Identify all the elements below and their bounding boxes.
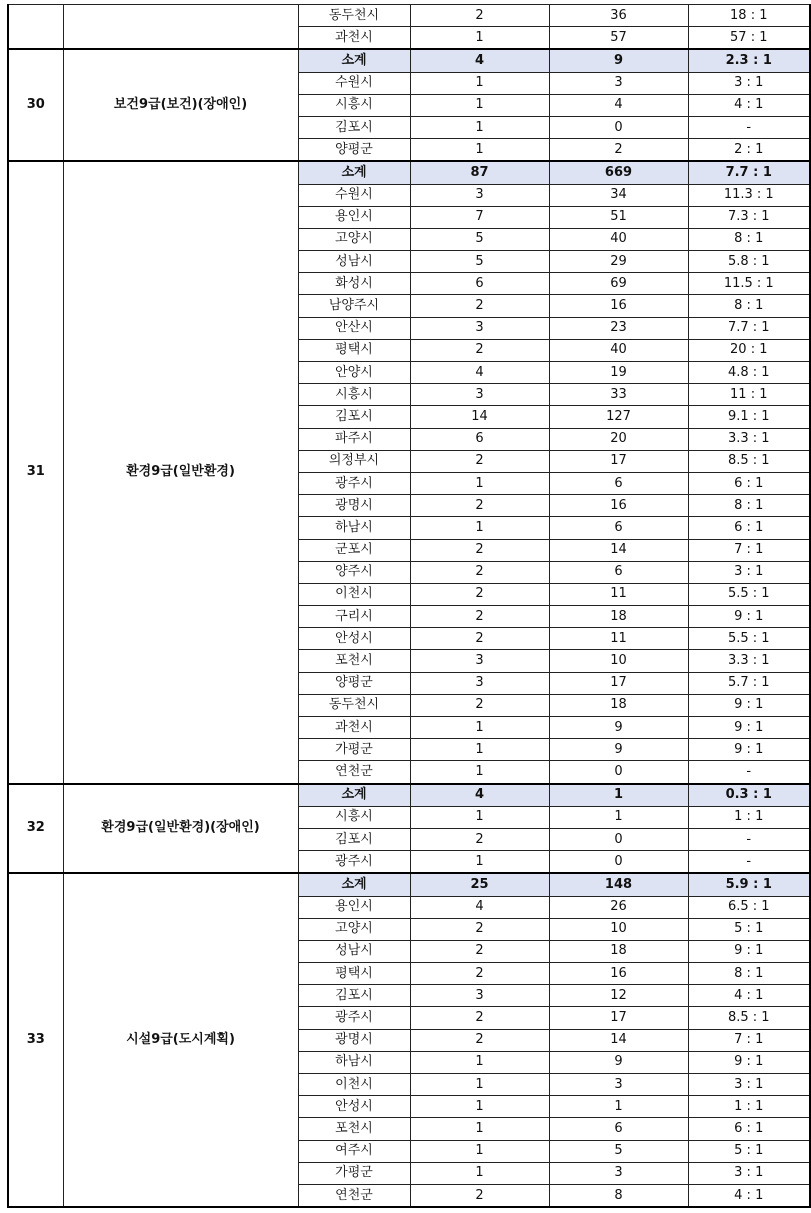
- region-cell: 안성시: [298, 1096, 410, 1118]
- positions-cell: 1: [410, 116, 549, 138]
- applicants-cell: 2: [549, 139, 688, 162]
- positions-cell: 2: [410, 963, 549, 985]
- ratio-cell: 7.7 : 1: [688, 317, 810, 339]
- region-cell: 김포시: [298, 116, 410, 138]
- region-cell: 성남시: [298, 940, 410, 962]
- region-cell: 시흥시: [298, 94, 410, 116]
- ratio-cell: 2 : 1: [688, 139, 810, 162]
- positions-cell: 4: [410, 784, 549, 807]
- applicants-cell: 12: [549, 985, 688, 1007]
- region-cell: 소계: [298, 49, 410, 72]
- positions-cell: 5: [410, 251, 549, 273]
- applicants-cell: 18: [549, 940, 688, 962]
- ratio-cell: 9 : 1: [688, 940, 810, 962]
- applicants-cell: 20: [549, 428, 688, 450]
- region-cell: 고양시: [298, 228, 410, 250]
- ratio-cell: 7 : 1: [688, 1029, 810, 1051]
- applicants-cell: 18: [549, 606, 688, 628]
- ratio-cell: 0.3 : 1: [688, 784, 810, 807]
- region-cell: 이천시: [298, 583, 410, 605]
- ratio-cell: 5.9 : 1: [688, 873, 810, 896]
- applicants-cell: 19: [549, 362, 688, 384]
- region-cell: 용인시: [298, 896, 410, 918]
- applicants-cell: 23: [549, 317, 688, 339]
- region-cell: 안산시: [298, 317, 410, 339]
- positions-cell: 2: [410, 940, 549, 962]
- positions-cell: 2: [410, 1184, 549, 1207]
- ratio-cell: 3.3 : 1: [688, 650, 810, 672]
- applicants-cell: 6: [549, 561, 688, 583]
- region-cell: 하남시: [298, 517, 410, 539]
- positions-cell: 1: [410, 72, 549, 94]
- positions-cell: 4: [410, 896, 549, 918]
- positions-cell: 6: [410, 428, 549, 450]
- ratio-cell: 57 : 1: [688, 27, 810, 50]
- table-row: [8, 5, 810, 27]
- region-cell: 가평군: [298, 1162, 410, 1184]
- region-cell: 과천시: [298, 717, 410, 739]
- ratio-cell: 5 : 1: [688, 918, 810, 940]
- region-cell: 김포시: [298, 828, 410, 850]
- applicants-cell: 18: [549, 694, 688, 716]
- ratio-cell: 11 : 1: [688, 384, 810, 406]
- positions-cell: 2: [410, 295, 549, 317]
- ratio-cell: 2.3 : 1: [688, 49, 810, 72]
- ratio-cell: 5 : 1: [688, 1140, 810, 1162]
- applicants-cell: 57: [549, 27, 688, 50]
- applicants-cell: 11: [549, 628, 688, 650]
- ratio-cell: 9 : 1: [688, 606, 810, 628]
- ratio-cell: 8 : 1: [688, 963, 810, 985]
- region-cell: 연천군: [298, 1184, 410, 1207]
- applicants-cell: 16: [549, 963, 688, 985]
- positions-cell: 6: [410, 273, 549, 295]
- region-cell: 고양시: [298, 918, 410, 940]
- applicants-cell: 8: [549, 1184, 688, 1207]
- ratio-cell: 6 : 1: [688, 517, 810, 539]
- positions-cell: 1: [410, 761, 549, 784]
- ratio-cell: 5.8 : 1: [688, 251, 810, 273]
- ratio-cell: -: [688, 761, 810, 784]
- applicants-cell: 40: [549, 228, 688, 250]
- positions-cell: 1: [410, 139, 549, 162]
- ratio-cell: 7 : 1: [688, 539, 810, 561]
- ratio-cell: 5.7 : 1: [688, 672, 810, 694]
- ratio-cell: 6 : 1: [688, 472, 810, 494]
- ratio-cell: -: [688, 116, 810, 138]
- region-cell: 광명시: [298, 495, 410, 517]
- positions-cell: 1: [410, 94, 549, 116]
- region-cell: 여주시: [298, 1140, 410, 1162]
- applicants-cell: 17: [549, 672, 688, 694]
- ratio-cell: 4 : 1: [688, 985, 810, 1007]
- positions-cell: 5: [410, 228, 549, 250]
- applicants-cell: 14: [549, 1029, 688, 1051]
- region-cell: 양평군: [298, 672, 410, 694]
- positions-cell: 1: [410, 1162, 549, 1184]
- region-cell: 광주시: [298, 472, 410, 494]
- ratio-cell: 9 : 1: [688, 1051, 810, 1073]
- subtotal-row: [8, 873, 810, 896]
- ratio-cell: 1 : 1: [688, 806, 810, 828]
- positions-cell: 1: [410, 1074, 549, 1096]
- positions-cell: 2: [410, 339, 549, 361]
- applicants-cell: 9: [549, 49, 688, 72]
- region-cell: 평택시: [298, 339, 410, 361]
- positions-cell: 1: [410, 1096, 549, 1118]
- applicants-cell: 10: [549, 918, 688, 940]
- applicants-cell: 9: [549, 739, 688, 761]
- region-cell: 파주시: [298, 428, 410, 450]
- region-cell: 의정부시: [298, 450, 410, 472]
- region-cell: 하남시: [298, 1051, 410, 1073]
- region-cell: 용인시: [298, 206, 410, 228]
- region-cell: 구리시: [298, 606, 410, 628]
- region-cell: 남양주시: [298, 295, 410, 317]
- ratio-cell: 4.8 : 1: [688, 362, 810, 384]
- exam-category: 시설9급(도시계획): [63, 873, 298, 1207]
- region-cell: 안양시: [298, 362, 410, 384]
- applicants-cell: 16: [549, 495, 688, 517]
- applicants-cell: 10: [549, 650, 688, 672]
- region-cell: 소계: [298, 784, 410, 807]
- ratio-cell: 8 : 1: [688, 495, 810, 517]
- ratio-cell: 18 : 1: [688, 5, 810, 27]
- ratio-cell: 9 : 1: [688, 739, 810, 761]
- ratio-cell: 3 : 1: [688, 72, 810, 94]
- applicants-cell: 6: [549, 472, 688, 494]
- positions-cell: 14: [410, 406, 549, 428]
- applicants-cell: 1: [549, 1096, 688, 1118]
- region-cell: 광주시: [298, 851, 410, 874]
- positions-cell: 2: [410, 561, 549, 583]
- subtotal-row: [8, 161, 810, 184]
- positions-cell: 4: [410, 362, 549, 384]
- region-cell: 동두천시: [298, 694, 410, 716]
- ratio-cell: 3.3 : 1: [688, 428, 810, 450]
- positions-cell: 3: [410, 985, 549, 1007]
- applicants-cell: 69: [549, 273, 688, 295]
- ratio-cell: 6.5 : 1: [688, 896, 810, 918]
- competition-ratio-table: [7, 4, 811, 1208]
- region-cell: 수원시: [298, 72, 410, 94]
- positions-cell: 1: [410, 739, 549, 761]
- applicants-cell: 669: [549, 161, 688, 184]
- applicants-cell: 6: [549, 1118, 688, 1140]
- applicants-cell: 9: [549, 717, 688, 739]
- positions-cell: 87: [410, 161, 549, 184]
- region-cell: 가평군: [298, 739, 410, 761]
- ratio-cell: 9.1 : 1: [688, 406, 810, 428]
- exam-category: 환경9급(일반환경)(장애인): [63, 784, 298, 874]
- exam-category: [63, 5, 298, 50]
- region-cell: 김포시: [298, 406, 410, 428]
- region-cell: 평택시: [298, 963, 410, 985]
- ratio-cell: 8.5 : 1: [688, 450, 810, 472]
- ratio-cell: 4 : 1: [688, 94, 810, 116]
- positions-cell: 3: [410, 384, 549, 406]
- positions-cell: 25: [410, 873, 549, 896]
- applicants-cell: 34: [549, 184, 688, 206]
- region-cell: 과천시: [298, 27, 410, 50]
- ratio-cell: 5.5 : 1: [688, 583, 810, 605]
- applicants-cell: 148: [549, 873, 688, 896]
- applicants-cell: 127: [549, 406, 688, 428]
- region-cell: 소계: [298, 161, 410, 184]
- positions-cell: 1: [410, 1118, 549, 1140]
- subtotal-row: [8, 49, 810, 72]
- ratio-cell: 7.7 : 1: [688, 161, 810, 184]
- positions-cell: 2: [410, 918, 549, 940]
- ratio-cell: 8 : 1: [688, 228, 810, 250]
- applicants-cell: 17: [549, 1007, 688, 1029]
- table-body: [8, 5, 810, 1208]
- ratio-cell: 6 : 1: [688, 1118, 810, 1140]
- positions-cell: 1: [410, 517, 549, 539]
- region-cell: 포천시: [298, 1118, 410, 1140]
- region-cell: 안성시: [298, 628, 410, 650]
- positions-cell: 3: [410, 650, 549, 672]
- ratio-cell: 11.5 : 1: [688, 273, 810, 295]
- applicants-cell: 3: [549, 72, 688, 94]
- applicants-cell: 4: [549, 94, 688, 116]
- applicants-cell: 33: [549, 384, 688, 406]
- applicants-cell: 0: [549, 851, 688, 874]
- ratio-cell: 1 : 1: [688, 1096, 810, 1118]
- applicants-cell: 29: [549, 251, 688, 273]
- positions-cell: 1: [410, 851, 549, 874]
- positions-cell: 2: [410, 1007, 549, 1029]
- region-cell: 이천시: [298, 1074, 410, 1096]
- positions-cell: 3: [410, 317, 549, 339]
- applicants-cell: 5: [549, 1140, 688, 1162]
- positions-cell: 2: [410, 583, 549, 605]
- exam-category: 보건9급(보건)(장애인): [63, 49, 298, 161]
- applicants-cell: 36: [549, 5, 688, 27]
- ratio-cell: 3 : 1: [688, 1074, 810, 1096]
- region-cell: 양평군: [298, 139, 410, 162]
- exam-number: 30: [8, 49, 63, 161]
- applicants-cell: 1: [549, 784, 688, 807]
- ratio-cell: 8.5 : 1: [688, 1007, 810, 1029]
- region-cell: 소계: [298, 873, 410, 896]
- positions-cell: 2: [410, 828, 549, 850]
- applicants-cell: 51: [549, 206, 688, 228]
- region-cell: 광명시: [298, 1029, 410, 1051]
- positions-cell: 3: [410, 672, 549, 694]
- region-cell: 포천시: [298, 650, 410, 672]
- region-cell: 성남시: [298, 251, 410, 273]
- exam-number: 33: [8, 873, 63, 1207]
- applicants-cell: 26: [549, 896, 688, 918]
- positions-cell: 1: [410, 717, 549, 739]
- region-cell: 시흥시: [298, 384, 410, 406]
- positions-cell: 2: [410, 450, 549, 472]
- region-cell: 광주시: [298, 1007, 410, 1029]
- positions-cell: 4: [410, 49, 549, 72]
- applicants-cell: 11: [549, 583, 688, 605]
- applicants-cell: 3: [549, 1162, 688, 1184]
- ratio-cell: 5.5 : 1: [688, 628, 810, 650]
- applicants-cell: 9: [549, 1051, 688, 1073]
- ratio-cell: 3 : 1: [688, 561, 810, 583]
- positions-cell: 2: [410, 606, 549, 628]
- region-cell: 양주시: [298, 561, 410, 583]
- exam-number: [8, 5, 63, 50]
- ratio-cell: -: [688, 828, 810, 850]
- ratio-cell: 7.3 : 1: [688, 206, 810, 228]
- applicants-cell: 16: [549, 295, 688, 317]
- positions-cell: 1: [410, 1140, 549, 1162]
- ratio-cell: -: [688, 851, 810, 874]
- exam-number: 31: [8, 161, 63, 783]
- positions-cell: 1: [410, 27, 549, 50]
- exam-category: 환경9급(일반환경): [63, 161, 298, 783]
- ratio-cell: 8 : 1: [688, 295, 810, 317]
- positions-cell: 2: [410, 694, 549, 716]
- region-cell: 군포시: [298, 539, 410, 561]
- positions-cell: 2: [410, 1029, 549, 1051]
- region-cell: 수원시: [298, 184, 410, 206]
- ratio-cell: 11.3 : 1: [688, 184, 810, 206]
- positions-cell: 1: [410, 472, 549, 494]
- positions-cell: 7: [410, 206, 549, 228]
- positions-cell: 3: [410, 184, 549, 206]
- ratio-cell: 3 : 1: [688, 1162, 810, 1184]
- applicants-cell: 6: [549, 517, 688, 539]
- applicants-cell: 0: [549, 828, 688, 850]
- subtotal-row: [8, 784, 810, 807]
- region-cell: 동두천시: [298, 5, 410, 27]
- applicants-cell: 17: [549, 450, 688, 472]
- applicants-cell: 0: [549, 116, 688, 138]
- positions-cell: 1: [410, 806, 549, 828]
- ratio-cell: 9 : 1: [688, 694, 810, 716]
- applicants-cell: 3: [549, 1074, 688, 1096]
- applicants-cell: 14: [549, 539, 688, 561]
- exam-number: 32: [8, 784, 63, 874]
- positions-cell: 1: [410, 1051, 549, 1073]
- region-cell: 화성시: [298, 273, 410, 295]
- applicants-cell: 1: [549, 806, 688, 828]
- ratio-cell: 9 : 1: [688, 717, 810, 739]
- positions-cell: 2: [410, 539, 549, 561]
- positions-cell: 2: [410, 5, 549, 27]
- region-cell: 김포시: [298, 985, 410, 1007]
- region-cell: 연천군: [298, 761, 410, 784]
- positions-cell: 2: [410, 495, 549, 517]
- ratio-cell: 20 : 1: [688, 339, 810, 361]
- ratio-cell: 4 : 1: [688, 1184, 810, 1207]
- positions-cell: 2: [410, 628, 549, 650]
- applicants-cell: 40: [549, 339, 688, 361]
- applicants-cell: 0: [549, 761, 688, 784]
- region-cell: 시흥시: [298, 806, 410, 828]
